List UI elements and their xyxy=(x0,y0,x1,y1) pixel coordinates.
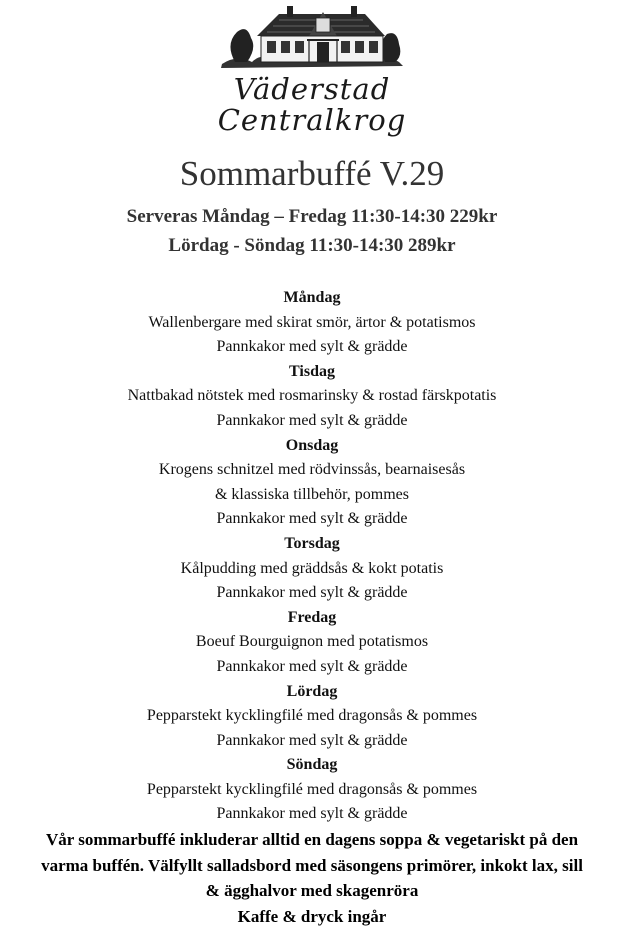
dish-line: & klassiska tillbehör, pommes xyxy=(214,485,409,503)
buffet-info-line: Vår sommarbuffé inkluderar alltid en dagens soppa & vegetariskt på den xyxy=(45,830,579,849)
day-heading: Torsdag xyxy=(284,534,340,552)
buffet-info-line: & ägghalvor med skagenröra xyxy=(205,881,419,900)
dish-line: Pannkakor med sylt & grädde xyxy=(216,338,408,356)
menu-day-sunday xyxy=(0,753,624,827)
dish-line: Pannkakor med sylt & grädde xyxy=(216,411,408,429)
dish-line: Pepparstekt kycklingfilé med dragonsås & pommes xyxy=(146,707,478,725)
dish-line: Wallenbergare med skirat smör, ärtor & potatismos xyxy=(148,313,476,331)
menu-day-wednesday xyxy=(0,434,624,532)
dish-line: Boeuf Bourguignon med potatismos xyxy=(195,633,429,651)
dish-line: Nattbakad nötstek med rosmarinsky & rostad färskpotatis xyxy=(127,387,497,405)
menu-day-friday xyxy=(0,606,624,680)
day-heading: Måndag xyxy=(283,289,341,306)
dish-line: Pepparstekt kycklingfilé med dragonsås & pommes xyxy=(146,780,478,798)
menu-day-thursday xyxy=(0,532,624,606)
day-heading: Tisdag xyxy=(289,362,335,380)
hours-weekend: Lördag - Söndag 11:30-14:30 289kr xyxy=(168,235,456,256)
dish-line: Pannkakor med sylt & grädde xyxy=(216,510,408,528)
menu-day-saturday xyxy=(0,680,624,754)
day-heading: Söndag xyxy=(286,756,338,774)
hours-weekday: Serveras Måndag – Fredag 11:30-14:30 229kr xyxy=(126,206,498,227)
brand-name-line-2: Centralkrog xyxy=(217,103,407,137)
coffee-drink-note: Kaffe & dryck ingår xyxy=(237,906,387,926)
brand-name-line-1: Väderstad xyxy=(233,72,391,106)
house-illustration-icon xyxy=(217,4,407,74)
menu-day-tuesday xyxy=(0,360,624,434)
dish-line: Pannkakor med sylt & grädde xyxy=(216,584,408,602)
day-heading: Fredag xyxy=(287,608,337,626)
weekly-menu xyxy=(0,286,624,827)
dish-line: Pannkakor med sylt & grädde xyxy=(216,657,408,675)
dish-line: Krogens schnitzel med rödvinssås, bearnaisesås xyxy=(158,461,466,479)
menu-day-monday xyxy=(0,286,624,360)
buffet-info xyxy=(0,827,624,929)
dish-line: Kålpudding med gräddsås & kokt potatis xyxy=(180,559,444,577)
dish-line: Pannkakor med sylt & grädde xyxy=(216,731,408,749)
buffet-info-line: varma buffén. Välfyllt salladsbord med säsongens primörer, inkokt lax, sill xyxy=(41,855,583,875)
dish-line: Pannkakor med sylt & grädde xyxy=(216,805,408,823)
page-title: Sommarbuffé V.29 xyxy=(179,154,445,193)
day-heading: Lördag xyxy=(286,682,338,700)
day-heading: Onsdag xyxy=(285,436,339,454)
